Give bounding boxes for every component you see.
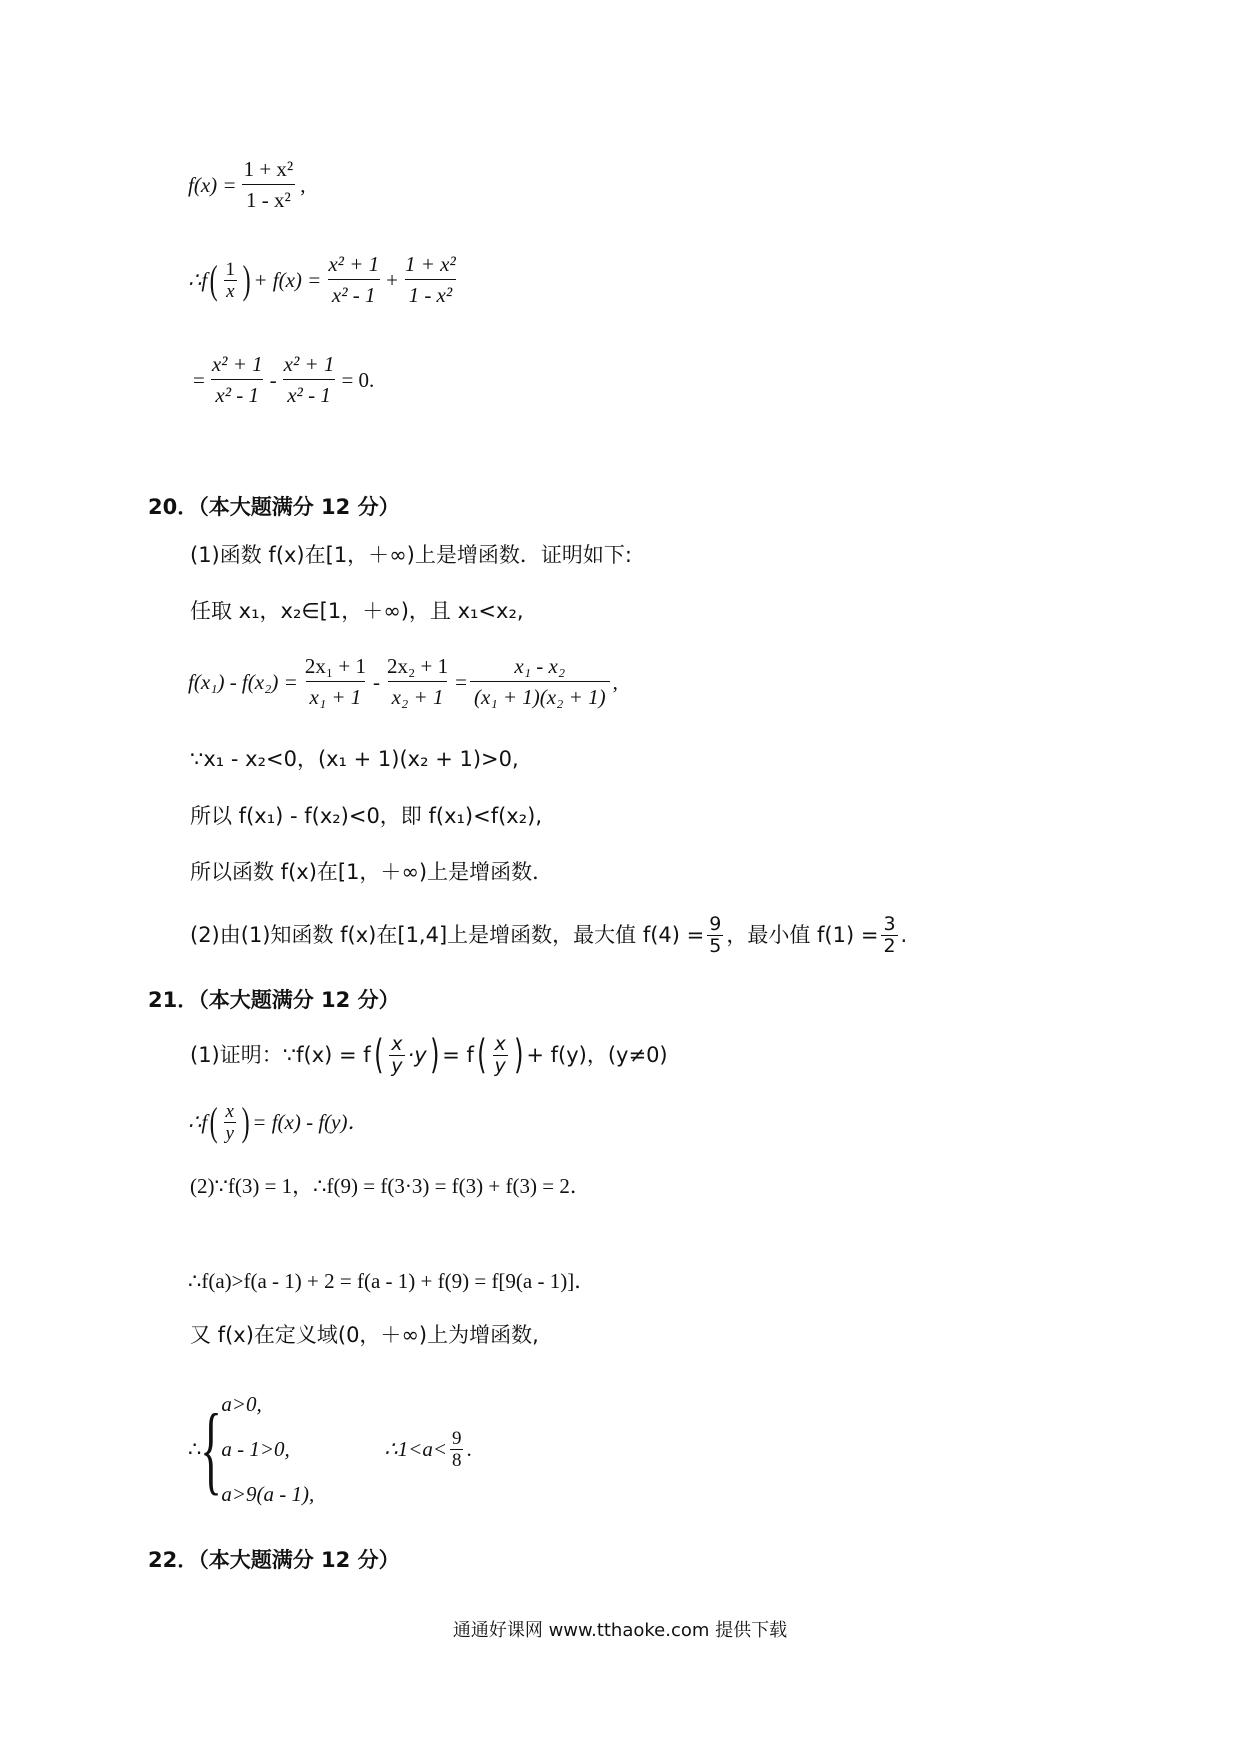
q21-system bbox=[188, 1384, 472, 1514]
q19-sum-pre: ∴f bbox=[188, 267, 208, 292]
q20-p6-min bbox=[881, 912, 897, 957]
q19-sum-arg-num: 1 bbox=[225, 258, 236, 280]
q20-p6-tail: . bbox=[900, 922, 908, 947]
q21-sys-res-num: 9 bbox=[451, 1427, 462, 1449]
q20-p6-min-num: 3 bbox=[883, 912, 896, 935]
q19-def-tail: , bbox=[300, 172, 306, 197]
q20-diff-term1 bbox=[301, 656, 370, 708]
q21-heading: 21．（本大题满分 12 分） bbox=[148, 988, 400, 1012]
q20-difference bbox=[188, 652, 618, 712]
q21-sys-pre: ∴ bbox=[188, 1436, 202, 1461]
q21-sys-brace: { bbox=[200, 1393, 223, 1504]
q21-p2-close: ) bbox=[241, 1099, 250, 1144]
q21-p2 bbox=[188, 1094, 369, 1150]
q21-p1-frac-a bbox=[389, 1032, 404, 1077]
q20-p6 bbox=[190, 910, 907, 960]
q20-diff-t1-den: x₁ + 1 bbox=[306, 681, 366, 708]
q21-p5: 又 f(x)在定义域(0，＋∞)上为增函数, bbox=[190, 1323, 539, 1347]
q21-sys-res-pre: ∴1<a< bbox=[384, 1436, 447, 1461]
q21-sys-conditions bbox=[221, 1391, 315, 1506]
q21-p1-b-num: x bbox=[494, 1032, 506, 1055]
q20-diff-result bbox=[470, 656, 610, 708]
q19-sum-term1 bbox=[324, 254, 383, 306]
q21-p1-close2: ) bbox=[513, 1032, 524, 1078]
q19-definition bbox=[188, 155, 305, 215]
q19-def-fraction bbox=[240, 159, 298, 211]
q20-diff-tail: , bbox=[612, 669, 618, 694]
q19-sum-t1-num: x² + 1 bbox=[328, 252, 380, 276]
q21-p1-open2: ( bbox=[477, 1032, 487, 1078]
q21-p1-close1: ) bbox=[429, 1032, 440, 1078]
q20-p6-min-den: 2 bbox=[883, 934, 896, 957]
q21-sys-res-den: 8 bbox=[451, 1449, 462, 1471]
q19-close-paren: ) bbox=[242, 257, 251, 302]
q21-p2-pre: ∴f bbox=[188, 1109, 208, 1134]
q21-p1-a-den: y bbox=[391, 1054, 403, 1077]
q19-sum-arg-den: x bbox=[226, 280, 235, 302]
q21-p3: (2)∵f(3) = 1，∴f(9) = f(3·3) = f(3) + f(3) = 2． bbox=[190, 1174, 591, 1198]
q20-p1: (1)函数 f(x)在[1，＋∞)上是增函数．证明如下: bbox=[190, 543, 632, 567]
q20-p6-mid: ，最小值 f(1) = bbox=[726, 922, 879, 947]
q20-p2: 任取 x₁，x₂∈[1，＋∞)，且 x₁<x₂, bbox=[190, 599, 524, 623]
page-footer: 通通好课网 www.tthaoke.com 提供下载 bbox=[452, 1620, 788, 1641]
q21-p2-num: x bbox=[225, 1100, 234, 1122]
q21-sys-2: a - 1>0, bbox=[221, 1436, 290, 1461]
q19-res-t1-den: x² - 1 bbox=[211, 379, 263, 406]
q19-res-t2-den: x² - 1 bbox=[283, 379, 335, 406]
q19-res-tail: = 0. bbox=[341, 367, 375, 392]
q21-sys-res-frac bbox=[450, 1429, 464, 1470]
q21-p2-den: y bbox=[225, 1122, 234, 1144]
q19-res-eq: = bbox=[193, 367, 205, 392]
q20-p6-pre: (2)由(1)知函数 f(x)在[1,4]上是增函数，最大值 f(4) = bbox=[190, 922, 705, 947]
q20-diff-r-den: (x₁ + 1)(x₂ + 1) bbox=[470, 681, 610, 708]
q21-sys-1: a>0, bbox=[221, 1391, 262, 1416]
q21-p1-pre: (1)证明：∵f(x) = f bbox=[190, 1042, 371, 1067]
q20-p4: 所以 f(x₁) - f(x₂)<0，即 f(x₁)<f(x₂), bbox=[190, 804, 543, 828]
q21-p1-mid1: ·y bbox=[407, 1042, 427, 1067]
q19-res-term1 bbox=[208, 354, 267, 406]
q20-diff-t2-num: 2x₂ + 1 bbox=[386, 654, 449, 678]
q20-diff-t1-num: 2x₁ + 1 bbox=[304, 654, 366, 678]
q20-p6-max-num: 9 bbox=[709, 912, 722, 935]
q19-sum-t2-num: 1 + x² bbox=[404, 252, 456, 276]
q22-heading: 22．（本大题满分 12 分） bbox=[148, 1548, 400, 1572]
q20-p6-max bbox=[707, 912, 723, 957]
q20-p5: 所以函数 f(x)在[1，＋∞)上是增函数． bbox=[190, 860, 554, 884]
q21-sys-res-tail: . bbox=[466, 1436, 472, 1461]
q19-res-op: - bbox=[269, 367, 277, 392]
q19-def-num: 1 + x² bbox=[243, 157, 294, 181]
q21-p1-a-num: x bbox=[391, 1032, 403, 1055]
q19-sum bbox=[188, 250, 463, 310]
q19-res-t2-num: x² + 1 bbox=[283, 352, 335, 376]
q20-diff-lhs: f(x₁) - f(x₂) = bbox=[188, 669, 298, 694]
q20-p3: ∵x₁ - x₂<0，(x₁ + 1)(x₂ + 1)>0, bbox=[190, 747, 519, 771]
q20-diff-eq: = bbox=[455, 669, 467, 694]
q20-diff-term2 bbox=[383, 656, 452, 708]
q19-def-den: 1 - x² bbox=[242, 184, 295, 211]
q21-p1-mid2: = f bbox=[442, 1042, 474, 1067]
q21-p1-tail: + f(y)，(y≠0) bbox=[526, 1042, 668, 1067]
q20-p6-max-den: 5 bbox=[709, 934, 722, 957]
q20-diff-t2-den: x₂ + 1 bbox=[388, 681, 448, 708]
q19-sum-post: + f(x) = bbox=[253, 267, 322, 292]
q19-sum-t2-den: 1 - x² bbox=[405, 279, 457, 306]
q19-sum-term2 bbox=[401, 254, 460, 306]
q21-p1-open1: ( bbox=[373, 1032, 384, 1078]
q21-p2-open: ( bbox=[209, 1099, 218, 1144]
q19-result bbox=[193, 350, 374, 410]
q19-def-lhs: f(x) = bbox=[188, 172, 237, 197]
q20-diff-r-num: x₁ - x₂ bbox=[514, 654, 566, 678]
q20-heading: 20．（本大题满分 12 分） bbox=[148, 495, 400, 519]
q21-p1-frac-b bbox=[493, 1032, 508, 1077]
q19-open-paren: ( bbox=[209, 257, 218, 302]
q19-sum-arg bbox=[224, 260, 238, 301]
q19-sum-t1-den: x² - 1 bbox=[328, 279, 380, 306]
q21-p1 bbox=[190, 1027, 668, 1083]
q20-diff-op: - bbox=[372, 669, 380, 694]
q21-p4: ∴f(a)>f(a - 1) + 2 = f(a - 1) + f(9) = f[9(a - 1)]． bbox=[188, 1269, 596, 1293]
q21-p1-b-den: y bbox=[494, 1054, 506, 1077]
q19-sum-op: + bbox=[386, 267, 398, 292]
q21-p2-frac bbox=[224, 1102, 236, 1143]
q21-sys-3: a>9(a - 1), bbox=[221, 1481, 315, 1506]
q19-res-t1-num: x² + 1 bbox=[211, 352, 263, 376]
q19-res-term2 bbox=[280, 354, 339, 406]
q21-p2-tail: = f(x) - f(y)． bbox=[252, 1109, 369, 1134]
